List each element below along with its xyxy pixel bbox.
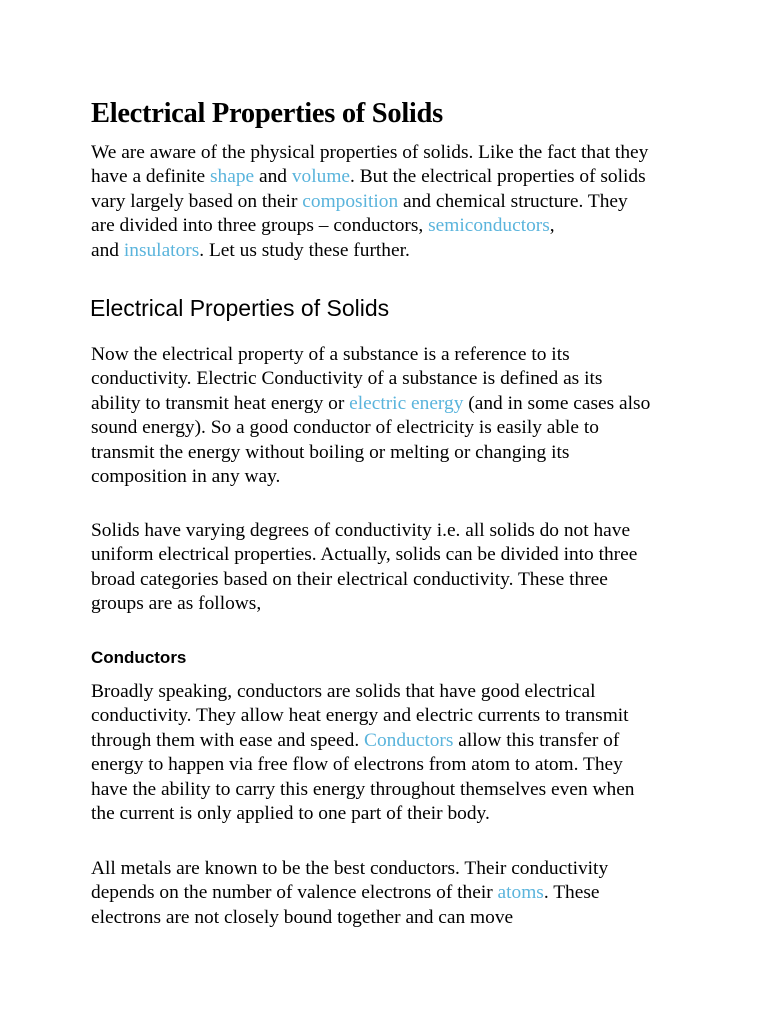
paragraph-line: energy to happen via free flow of electrons from atom to atom. They bbox=[91, 754, 623, 776]
text: depends on the number of valence electrons of their bbox=[91, 882, 498, 904]
conductors-paragraph bbox=[91, 680, 635, 826]
link-insulators[interactable]: insulators bbox=[123, 239, 200, 261]
paragraph-line bbox=[91, 165, 648, 189]
conductors-heading: Conductors bbox=[91, 648, 187, 667]
link-volume[interactable]: volume bbox=[291, 166, 351, 188]
link-conductors[interactable]: Conductors bbox=[364, 729, 454, 751]
text: . Let us study these further. bbox=[199, 239, 410, 261]
text: are divided into three groups – conductors, bbox=[91, 215, 429, 237]
text: through them with ease and speed. bbox=[91, 729, 365, 751]
paragraph-line bbox=[91, 881, 608, 905]
paragraph-line: conductivity. Electric Conductivity of a substance is defined as its bbox=[91, 368, 603, 390]
text: . But the electrical properties of solids bbox=[350, 166, 646, 188]
paragraph-line: have the ability to carry this energy throughout themselves even when bbox=[91, 778, 635, 800]
text: We are aware of the physical properties of solids. Like the fact that they bbox=[91, 142, 649, 163]
paragraph-line bbox=[91, 141, 648, 165]
link-shape[interactable]: shape bbox=[209, 166, 255, 188]
page-title: Electrical Properties of Solids bbox=[91, 98, 443, 129]
text: vary largely based on their bbox=[91, 190, 303, 212]
text: have a definite bbox=[91, 166, 210, 188]
paragraph-line: Now the electrical property of a substance is a reference to its bbox=[91, 344, 570, 365]
text: and chemical structure. They bbox=[398, 190, 628, 212]
paragraph-line bbox=[91, 214, 648, 238]
metals-paragraph bbox=[91, 857, 608, 930]
paragraph-line bbox=[91, 392, 650, 416]
paragraph-line: groups are as follows, bbox=[91, 593, 262, 615]
link-semiconductors[interactable]: semiconductors bbox=[428, 215, 550, 237]
paragraph-line: composition in any way. bbox=[91, 465, 281, 487]
categories-paragraph bbox=[91, 519, 637, 617]
paragraph-line: the current is only applied to one part of their body. bbox=[91, 802, 490, 824]
paragraph-line: All metals are known to be the best conductors. Their conductivity bbox=[91, 858, 609, 879]
text: and bbox=[91, 239, 124, 261]
intro-paragraph bbox=[91, 141, 648, 263]
text: (and in some cases also bbox=[463, 392, 651, 414]
paragraph-line: Solids have varying degrees of conductivity i.e. all solids do not have bbox=[91, 520, 631, 541]
paragraph-line: transmit the energy without boiling or melting or changing its bbox=[91, 441, 570, 463]
link-electric-energy[interactable]: electric energy bbox=[349, 392, 464, 414]
conductivity-paragraph bbox=[91, 343, 650, 489]
paragraph-line bbox=[91, 190, 648, 214]
paragraph-line: broad categories based on their electrical conductivity. These three bbox=[91, 568, 608, 590]
text: allow this transfer of bbox=[453, 729, 620, 751]
section-heading: Electrical Properties of Solids bbox=[90, 295, 390, 321]
paragraph-line: sound energy). So a good conductor of electricity is easily able to bbox=[91, 417, 599, 439]
paragraph-line: electrons are not closely bound together and can move bbox=[91, 906, 514, 928]
paragraph-line: Broadly speaking, conductors are solids that have good electrical bbox=[91, 681, 596, 702]
link-atoms[interactable]: atoms bbox=[497, 882, 544, 904]
paragraph-line: uniform electrical properties. Actually, solids can be divided into three bbox=[91, 544, 638, 566]
text: ability to transmit heat energy or bbox=[91, 392, 350, 414]
text: . These bbox=[543, 882, 600, 904]
paragraph-line bbox=[91, 729, 635, 753]
text: and bbox=[254, 166, 292, 188]
paragraph-line bbox=[91, 239, 648, 263]
text: , bbox=[549, 215, 555, 237]
paragraph-line: conductivity. They allow heat energy and electric currents to transmit bbox=[91, 705, 629, 727]
link-composition[interactable]: composition bbox=[302, 190, 399, 212]
